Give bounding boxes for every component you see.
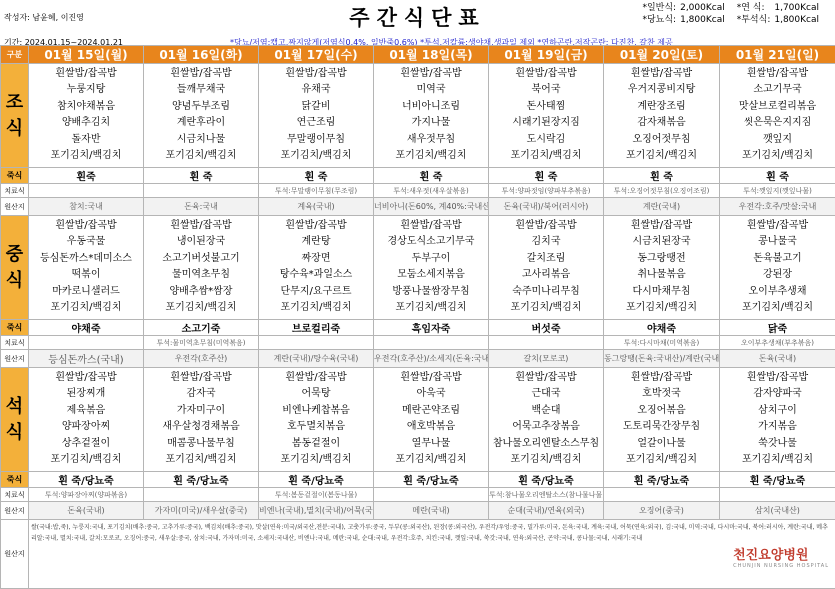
meal-label-char: 석: [1, 394, 28, 420]
menu-item: 흰쌀밥/잡곡밥: [604, 218, 719, 234]
menu-item: 흰쌀밥/잡곡밥: [374, 218, 488, 234]
menu-item: 콩나물국: [720, 234, 835, 250]
menu-item: 감자국: [144, 386, 258, 402]
day-header: 01월 20일(토): [604, 46, 720, 64]
origin-cell: 우전각(호주산): [144, 350, 259, 368]
menu-item: 오징어젓무침: [604, 132, 719, 148]
origin-label: 원산지: [1, 350, 29, 368]
origin-cell: 삼치(국내산): [720, 502, 835, 520]
menu-item: 흰쌀밥/잡곡밥: [144, 66, 258, 82]
menu-item: 얼갈이나물: [604, 436, 719, 452]
menu-cell: [144, 64, 259, 168]
diet-notice: *당뇨/저염:캡고,짜지않게(저염식0.4%, 일반죽0.6%) *투석,저칼륨:생야채,생과일 제외 *연하곤란,저작곤란: 다진찬, 갈찬 제공: [230, 37, 673, 48]
menu-item: 감자양파국: [720, 386, 835, 402]
menu-item: 흰쌀밥/잡곡밥: [259, 218, 373, 234]
porridge-cell: 흰 죽/당뇨죽: [259, 472, 374, 488]
menu-item: 계란장조림: [604, 99, 719, 115]
therapy-cell: [29, 336, 144, 350]
menu-item: 등심돈까스*데미소스: [29, 251, 143, 267]
menu-item: 메란곤약조림: [374, 403, 488, 419]
origin-cell: 돈육:국내: [144, 198, 259, 216]
menu-item: 포기김치/백김치: [29, 452, 143, 468]
menu-cell: [604, 368, 720, 472]
menu-item: 참치야채볶음: [29, 99, 143, 115]
day-header: 01월 21일(일): [720, 46, 835, 64]
menu-item: 가지나물: [374, 115, 488, 131]
menu-item: 우동국물: [29, 234, 143, 250]
menu-item: 근대국: [489, 386, 603, 402]
menu-item: 가지볶음: [720, 419, 835, 435]
kcal-diabetic-label: *당뇨식:: [640, 14, 678, 26]
origin-cell: 계란(국내): [604, 198, 720, 216]
kcal-general: 2,000Kcal: [678, 2, 735, 14]
origin-cell: 등심돈까스(국내): [29, 350, 144, 368]
therapy-cell: [489, 336, 604, 350]
porridge-cell: 흰 죽/당뇨죽: [374, 472, 489, 488]
menu-item: 들깨무채국: [144, 82, 258, 98]
therapy-cell: 투석:오징어젓무침(오징어조림): [604, 184, 720, 198]
porridge-cell: 흰 죽/당뇨죽: [29, 472, 144, 488]
therapy-cell: 투석:물미역초무침(미역볶음): [144, 336, 259, 350]
menu-item: 시금치된장국: [604, 234, 719, 250]
menu-item: 흰쌀밥/잡곡밥: [144, 218, 258, 234]
origin-label: 원산지: [1, 198, 29, 216]
menu-item: 포기김치/백김치: [144, 452, 258, 468]
menu-item: 백순대: [489, 403, 603, 419]
menu-item: 탕수육*과일소스: [259, 267, 373, 283]
menu-item: 계란후라이: [144, 115, 258, 131]
origin-cell: 돈육(국내): [720, 350, 835, 368]
menu-item: 포기김치/백김치: [374, 452, 488, 468]
menu-item: 포기김치/백김치: [604, 300, 719, 316]
menu-item: 봄동겉절이: [259, 436, 373, 452]
menu-cell: [374, 368, 489, 472]
menu-cell: [29, 216, 144, 320]
dinner-therapy-row: [1, 488, 835, 502]
menu-item: 무말랭이무침: [259, 132, 373, 148]
menu-item: 씻은묵은지지짐: [720, 115, 835, 131]
therapy-label: 치료식: [1, 336, 29, 350]
menu-item: 너비아니조림: [374, 99, 488, 115]
porridge-cell: 흰죽: [29, 168, 144, 184]
menu-item: 흰쌀밥/잡곡밥: [720, 370, 835, 386]
menu-cell: [259, 368, 374, 472]
menu-item: 열무나물: [374, 436, 488, 452]
menu-item: 어묵고추장볶음: [489, 419, 603, 435]
menu-item: 김치국: [489, 234, 603, 250]
day-header: 01월 15일(월): [29, 46, 144, 64]
menu-item: 연근조림: [259, 115, 373, 131]
logo-name: 천진요양병원: [733, 548, 808, 563]
porridge-cell: 닭죽: [720, 320, 835, 336]
menu-item: 포기김치/백김치: [259, 300, 373, 316]
menu-item: 흰쌀밥/잡곡밥: [489, 66, 603, 82]
menu-item: 흰쌀밥/잡곡밥: [29, 66, 143, 82]
menu-item: 미역국: [374, 82, 488, 98]
menu-cell: [29, 64, 144, 168]
breakfast-origin-row: [1, 198, 835, 216]
origin-cell: 돈육(국내)/북어(러시아): [489, 198, 604, 216]
porridge-label: 죽식: [1, 320, 29, 336]
menu-item: 흰쌀밥/잡곡밥: [720, 218, 835, 234]
origin-cell: 가자미(미국)/새우살(중국): [144, 502, 259, 520]
origin-cell: 우전각(호주산)/소세지(돈육:국내: [374, 350, 489, 368]
therapy-cell: 투석:봄동겉절이(봄동나물): [259, 488, 374, 502]
menu-cell: [720, 216, 835, 320]
menu-item: 포기김치/백김치: [489, 300, 603, 316]
lunch-therapy-row: [1, 336, 835, 350]
author-text: 작성자: 남윤혜, 이진영: [4, 12, 84, 23]
dinner-origin-row: [1, 502, 835, 520]
porridge-cell: 흰 죽: [604, 168, 720, 184]
menu-item: 쑥갓나물: [720, 436, 835, 452]
day-header: 01월 16일(화): [144, 46, 259, 64]
menu-item: 마카로니샐러드: [29, 284, 143, 300]
menu-item: 오징어볶음: [604, 403, 719, 419]
origin-cell: 돈육(국내): [29, 502, 144, 520]
origin-cell: 메란(국내): [374, 502, 489, 520]
menu-item: 양념두부조림: [144, 99, 258, 115]
menu-cell: [489, 368, 604, 472]
menu-item: 흰쌀밥/잡곡밥: [29, 218, 143, 234]
menu-cell: [604, 64, 720, 168]
menu-item: 흰쌀밥/잡곡밥: [374, 370, 488, 386]
menu-item: 포기김치/백김치: [604, 452, 719, 468]
day-header: 01월 17일(수): [259, 46, 374, 64]
menu-item: 포기김치/백김치: [489, 148, 603, 164]
menu-item: 단무지/요구르트: [259, 284, 373, 300]
therapy-cell: [604, 488, 720, 502]
menu-item: 다시마채무침: [604, 284, 719, 300]
hospital-logo: [733, 544, 829, 569]
kcal-dialysis: 1,800Kcal: [772, 14, 829, 26]
menu-item: 포기김치/백김치: [720, 148, 835, 164]
menu-item: 경상도식소고기무국: [374, 234, 488, 250]
meal-label-char: 식: [1, 420, 28, 446]
menu-item: 흰쌀밥/잡곡밥: [720, 66, 835, 82]
menu-item: 시래기된장지짐: [489, 115, 603, 131]
menu-item: 아욱국: [374, 386, 488, 402]
footer-origin-text: 쌀(국내:밥,죽), 누룽지:국내, 포기김치(배추:중국, 고추가루:중국), 백김치(배추:중국), 맛살(연육:미국/외국산,전분:국내), 고춧가루:중국, 두부(콩:외국산), 된장(콩:외국산), 우전각/우엉:중국, 밀가루:미국, 돈육:국내, 계육:국내, 어묵(연육:외국), 김:국내, 미역:국내, 다시마:국내, 북어:러시아, 계란:국내, 메추리알:국내, 멸치:국내, 갈치:모로코, 오징어:중국, 새우살:중국, 삼치:국내, 가자미:미국, 소세지:국내산, 비엔나:국내, 메란:국내, 순대:국내, 우전각:호주, 치킨:국내, 깻잎:국내, 쑥갓:국내, 연육:외국산, 곤약:국내, 콩나물:국내, 시래기:국내: [29, 520, 835, 589]
menu-item: 양파장아찌: [29, 419, 143, 435]
menu-cell: [489, 64, 604, 168]
menu-item: 참나물오리엔탈소스무침: [489, 436, 603, 452]
origin-cell: 비엔나(국내),멸치(국내)/어묵(국내): [259, 502, 374, 520]
menu-item: 제육볶음: [29, 403, 143, 419]
menu-item: 취나물볶음: [604, 267, 719, 283]
porridge-cell: 소고기죽: [144, 320, 259, 336]
menu-item: 애호박볶음: [374, 419, 488, 435]
menu-item: 우거지콩비지탕: [604, 82, 719, 98]
menu-item: 호박젓국: [604, 386, 719, 402]
menu-item: 물미역초무침: [144, 267, 258, 283]
porridge-cell: 야채죽: [604, 320, 720, 336]
porridge-cell: 버섯죽: [489, 320, 604, 336]
menu-item: 북어국: [489, 82, 603, 98]
menu-item: 새우젓무침: [374, 132, 488, 148]
therapy-cell: 투석:새우젓(새우살볶음): [374, 184, 489, 198]
origin-cell: 갈치(모로코): [489, 350, 604, 368]
menu-item: 강된장: [720, 267, 835, 283]
footer-origin-row: [1, 520, 835, 589]
kcal-dialysis-label: *투석식:: [735, 14, 773, 26]
menu-item: 포기김치/백김치: [259, 452, 373, 468]
menu-item: 매콤콩나물무침: [144, 436, 258, 452]
menu-item: 포기김치/백김치: [489, 452, 603, 468]
menu-item: 고사리볶음: [489, 267, 603, 283]
porridge-cell: 흰 죽: [144, 168, 259, 184]
menu-item: 가자미구이: [144, 403, 258, 419]
menu-item: 포기김치/백김치: [374, 300, 488, 316]
menu-item: 포기김치/백김치: [720, 300, 835, 316]
menu-item: 오이부추생채: [720, 284, 835, 300]
menu-item: 포기김치/백김치: [29, 300, 143, 316]
menu-item: 소고기무국: [720, 82, 835, 98]
meal-label-char: 조: [1, 90, 28, 116]
origin-cell: 동그랑땡(돈육:국내산)/계란(국내): [604, 350, 720, 368]
footer-origin-label: 원산지: [1, 520, 29, 589]
porridge-cell: 흰 죽/당뇨죽: [720, 472, 835, 488]
menu-item: 흰쌀밥/잡곡밥: [144, 370, 258, 386]
origin-label: 원산지: [1, 502, 29, 520]
porridge-cell: 흰 죽: [259, 168, 374, 184]
origin-cell: 순대(국내)/연육(외국): [489, 502, 604, 520]
breakfast-therapy-row: [1, 184, 835, 198]
menu-item: 계란탕: [259, 234, 373, 250]
porridge-label: 죽식: [1, 472, 29, 488]
kcal-soft-label: *연 식:: [735, 2, 773, 14]
kcal-diabetic: 1,800Kcal: [678, 14, 735, 26]
meal-label-char: 식: [1, 116, 28, 142]
origin-cell: 너비아니(돈60%, 계40%:국내산): [374, 198, 489, 216]
therapy-cell: [374, 488, 489, 502]
page-title: 주간식단표: [0, 2, 835, 32]
menu-item: 양배추쌈*쌈장: [144, 284, 258, 300]
menu-item: 흰쌀밥/잡곡밥: [259, 66, 373, 82]
menu-item: 짜장면: [259, 251, 373, 267]
menu-item: 포기김치/백김치: [29, 148, 143, 164]
menu-item: 도토리묵간장무침: [604, 419, 719, 435]
calorie-box: [640, 2, 829, 26]
menu-item: 모둠소세지볶음: [374, 267, 488, 283]
porridge-cell: 흰 죽/당뇨죽: [144, 472, 259, 488]
menu-cell: [720, 64, 835, 168]
therapy-cell: 투석:무말랭이무침(무조림): [259, 184, 374, 198]
menu-item: 상추겉절이: [29, 436, 143, 452]
dinner-porridge-row: [1, 472, 835, 488]
menu-item: 닭갈비: [259, 99, 373, 115]
menu-item: 흰쌀밥/잡곡밥: [259, 370, 373, 386]
lunch-label: [1, 216, 29, 320]
menu-item: 떡볶이: [29, 267, 143, 283]
period-text: 기간: 2024.01.15~2024.01.21: [4, 37, 123, 48]
porridge-cell: 흰 죽: [720, 168, 835, 184]
breakfast-porridge-row: [1, 168, 835, 184]
therapy-cell: 투석:다시마채(미역볶음): [604, 336, 720, 350]
menu-cell: [604, 216, 720, 320]
menu-item: 두부구이: [374, 251, 488, 267]
day-header: 01월 18일(목): [374, 46, 489, 64]
menu-item: 흰쌀밥/잡곡밥: [604, 370, 719, 386]
menu-cell: [720, 368, 835, 472]
menu-item: 흰쌀밥/잡곡밥: [604, 66, 719, 82]
menu-item: 어묵탕: [259, 386, 373, 402]
day-header-row: [1, 46, 835, 64]
menu-item: 시금치나물: [144, 132, 258, 148]
origin-cell: 계란(국내)/탕수육(국내): [259, 350, 374, 368]
porridge-cell: 흰 죽: [489, 168, 604, 184]
origin-cell: 오징어(중국): [604, 502, 720, 520]
porridge-cell: 흰 죽: [374, 168, 489, 184]
menu-item: 깻잎지: [720, 132, 835, 148]
lunch-origin-row: [1, 350, 835, 368]
breakfast-label: [1, 64, 29, 168]
meal-label-char: 식: [1, 268, 28, 294]
therapy-cell: [29, 184, 144, 198]
kcal-general-label: *일반식:: [640, 2, 678, 14]
therapy-label: 치료식: [1, 184, 29, 198]
therapy-cell: 투석:양파장아찌(양파볶음): [29, 488, 144, 502]
therapy-cell: 투석:참나물오리엔탈소스(참나물나물): [489, 488, 604, 502]
menu-item: 포기김치/백김치: [259, 148, 373, 164]
menu-cell: [144, 368, 259, 472]
menu-item: 비엔나케찹볶음: [259, 403, 373, 419]
logo-sub: CHUNJIN NURSING HOSPITAL: [733, 563, 829, 569]
porridge-cell: 흰 죽/당뇨죽: [489, 472, 604, 488]
therapy-cell: [259, 336, 374, 350]
menu-cell: [489, 216, 604, 320]
menu-item: 포기김치/백김치: [720, 452, 835, 468]
dinner-label: [1, 368, 29, 472]
menu-cell: [29, 368, 144, 472]
menu-item: 냉이된장국: [144, 234, 258, 250]
menu-item: 포기김치/백김치: [144, 300, 258, 316]
menu-item: 숙주미나리무침: [489, 284, 603, 300]
page-header: [0, 0, 835, 36]
day-header: 01월 19일(금): [489, 46, 604, 64]
origin-cell: 계육(국내): [259, 198, 374, 216]
therapy-cell: [144, 488, 259, 502]
origin-cell: 우전각:호주/맛살:국내: [720, 198, 835, 216]
menu-item: 삼치구이: [720, 403, 835, 419]
therapy-cell: [720, 488, 835, 502]
menu-item: 호두멸치볶음: [259, 419, 373, 435]
meal-label-char: 중: [1, 242, 28, 268]
menu-item: 감자채볶음: [604, 115, 719, 131]
lunch-porridge-row: [1, 320, 835, 336]
menu-item: 흰쌀밥/잡곡밥: [29, 370, 143, 386]
porridge-cell: 흰 죽/당뇨죽: [604, 472, 720, 488]
menu-item: 포기김치/백김치: [604, 148, 719, 164]
menu-table: [0, 45, 835, 589]
therapy-cell: [144, 184, 259, 198]
menu-item: 새우살청경채볶음: [144, 419, 258, 435]
breakfast-items-row: [1, 64, 835, 168]
menu-item: 된장찌개: [29, 386, 143, 402]
menu-item: 흰쌀밥/잡곡밥: [374, 66, 488, 82]
therapy-cell: 투석:양파젓임(양파부추볶음): [489, 184, 604, 198]
menu-cell: [259, 64, 374, 168]
therapy-cell: 오이부추생채(부추볶음): [720, 336, 835, 350]
kcal-soft: 1,700Kcal: [772, 2, 829, 14]
menu-cell: [374, 64, 489, 168]
porridge-cell: 브로컬리죽: [259, 320, 374, 336]
therapy-cell: 투석:깻잎지(깻잎나물): [720, 184, 835, 198]
menu-item: 도시락김: [489, 132, 603, 148]
menu-item: 맛살브로컬리볶음: [720, 99, 835, 115]
header-gu: 구분: [1, 46, 29, 64]
menu-item: 방풍나물쌈장무침: [374, 284, 488, 300]
porridge-cell: 흑임자죽: [374, 320, 489, 336]
menu-item: 돌자반: [29, 132, 143, 148]
menu-cell: [374, 216, 489, 320]
menu-item: 동그랑땡전: [604, 251, 719, 267]
menu-item: 흰쌀밥/잡곡밥: [489, 370, 603, 386]
menu-item: 포기김치/백김치: [144, 148, 258, 164]
menu-item: 돈육불고기: [720, 251, 835, 267]
dinner-items-row: [1, 368, 835, 472]
menu-cell: [144, 216, 259, 320]
menu-item: 유채국: [259, 82, 373, 98]
menu-item: 갈치조림: [489, 251, 603, 267]
menu-cell: [259, 216, 374, 320]
menu-item: 돈사태찜: [489, 99, 603, 115]
porridge-cell: 야채죽: [29, 320, 144, 336]
menu-item: 소고기버섯불고기: [144, 251, 258, 267]
menu-item: 포기김치/백김치: [374, 148, 488, 164]
menu-item: 양배추김치: [29, 115, 143, 131]
therapy-label: 치료식: [1, 488, 29, 502]
origin-cell: 참치:국내: [29, 198, 144, 216]
porridge-label: 죽식: [1, 168, 29, 184]
menu-item: 흰쌀밥/잡곡밥: [489, 218, 603, 234]
menu-item: 누룽지탕: [29, 82, 143, 98]
lunch-items-row: [1, 216, 835, 320]
therapy-cell: [374, 336, 489, 350]
